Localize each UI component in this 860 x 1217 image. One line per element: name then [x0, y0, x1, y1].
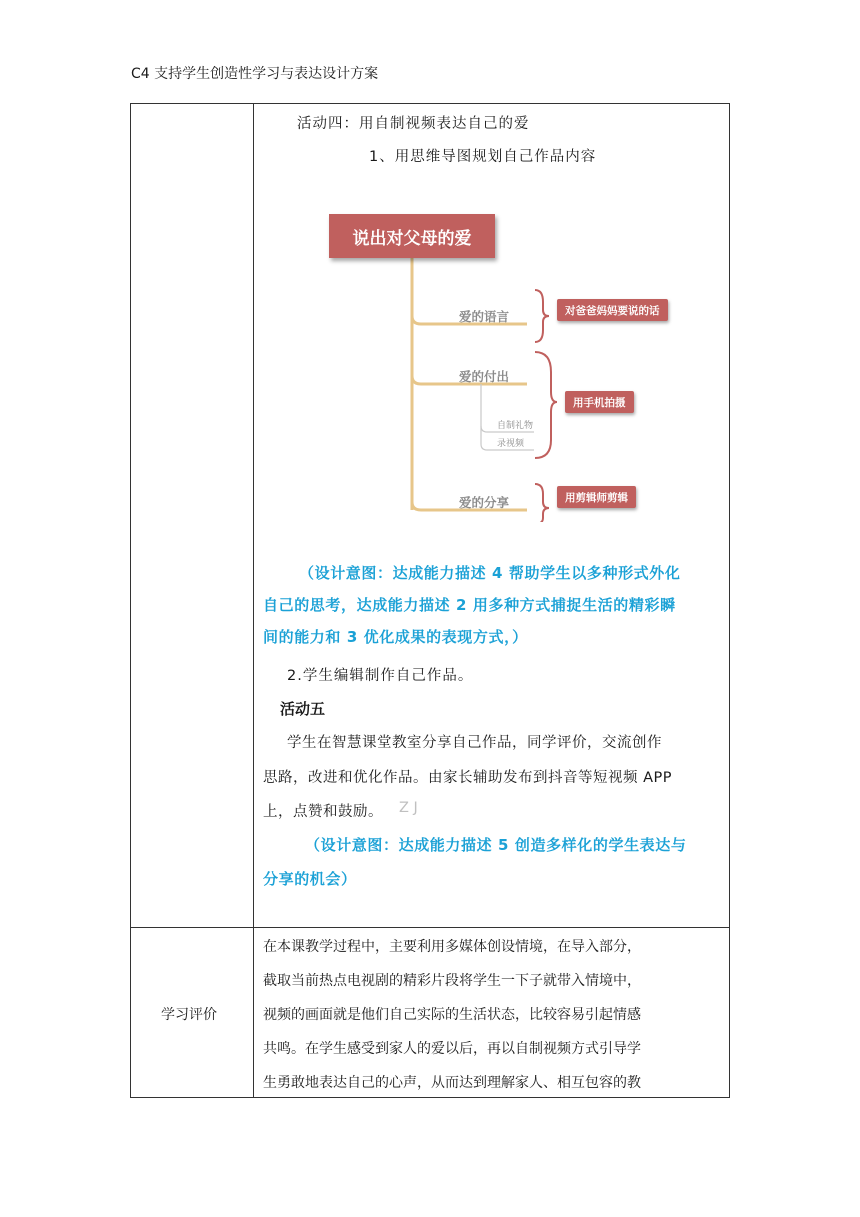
evaluation-line4: 共鸣。在学生感受到家人的爱以后，再以自制视频方式引导学 — [263, 1041, 641, 1057]
lesson-plan-table — [130, 103, 730, 1098]
mind-map-sub-gift: 自制礼物 — [497, 421, 534, 431]
document-header: C4 支持学生创造性学习与表达设计方案 — [131, 66, 379, 82]
mind-map — [329, 212, 669, 522]
mind-map-box-words: 对爸爸妈妈要说的话 — [557, 299, 668, 321]
mind-map-box-edit: 用剪辑师剪辑 — [557, 486, 636, 508]
activity4-intent-line2: 自己的思考，达成能力描述 2 用多种方式捕捉生活的精彩瞬 — [263, 596, 676, 614]
mind-map-box-phone: 用手机拍摄 — [565, 391, 634, 413]
evaluation-line5: 生勇敢地表达自己的心声，从而达到理解家人、相互包容的教 — [263, 1075, 641, 1091]
column-divider — [253, 104, 254, 1097]
evaluation-line2: 截取当前热点电视剧的精彩片段将学生一下子就带入情境中， — [263, 973, 641, 989]
evaluation-label: 学习评价 — [161, 1007, 217, 1023]
activity4-title: 活动四：用自制视频表达自己的爱 — [297, 116, 530, 132]
activity4-intent-line3: 间的能力和 3 优化成果的表现方式，） — [263, 628, 528, 646]
mind-map-sub-video: 录视频 — [497, 439, 525, 449]
activity4-intent-line1: （设计意图：达成能力描述 4 帮助学生以多种形式外化 — [299, 564, 681, 582]
activity5-body-line1: 学生在智慧课堂教室分享自己作品，同学评价，交流创作 — [287, 735, 662, 751]
mind-map-branch-language: 爱的语言 — [459, 309, 510, 324]
activity4-step1: 1、用思维导图规划自己作品内容 — [369, 149, 597, 165]
activity5-body-line3: 上，点赞和鼓励。 — [263, 804, 383, 820]
activity4-step2: 2.学生编辑制作自己作品。 — [287, 668, 474, 684]
evaluation-line3: 视频的画面就是他们自己实际的生活状态，比较容易引起情感 — [263, 1007, 641, 1023]
activity5-faint-marks: Z J — [399, 800, 418, 816]
mind-map-branch-sharing: 爱的分享 — [459, 495, 510, 510]
activity5-body-line2: 思路，改进和优化作品。由家长辅助发布到抖音等短视频 APP — [263, 770, 673, 786]
activity5-intent-line2: 分享的机会） — [263, 870, 357, 888]
mind-map-root: 说出对父母的爱 — [329, 214, 495, 258]
activity5-intent-line1: （设计意图：达成能力描述 5 创造多样化的学生表达与 — [305, 836, 687, 854]
activity5-title: 活动五 — [280, 700, 326, 718]
evaluation-line1: 在本课教学过程中，主要利用多媒体创设情境，在导入部分， — [263, 939, 641, 955]
row-divider — [131, 927, 729, 928]
mind-map-branch-giving: 爱的付出 — [459, 369, 510, 384]
